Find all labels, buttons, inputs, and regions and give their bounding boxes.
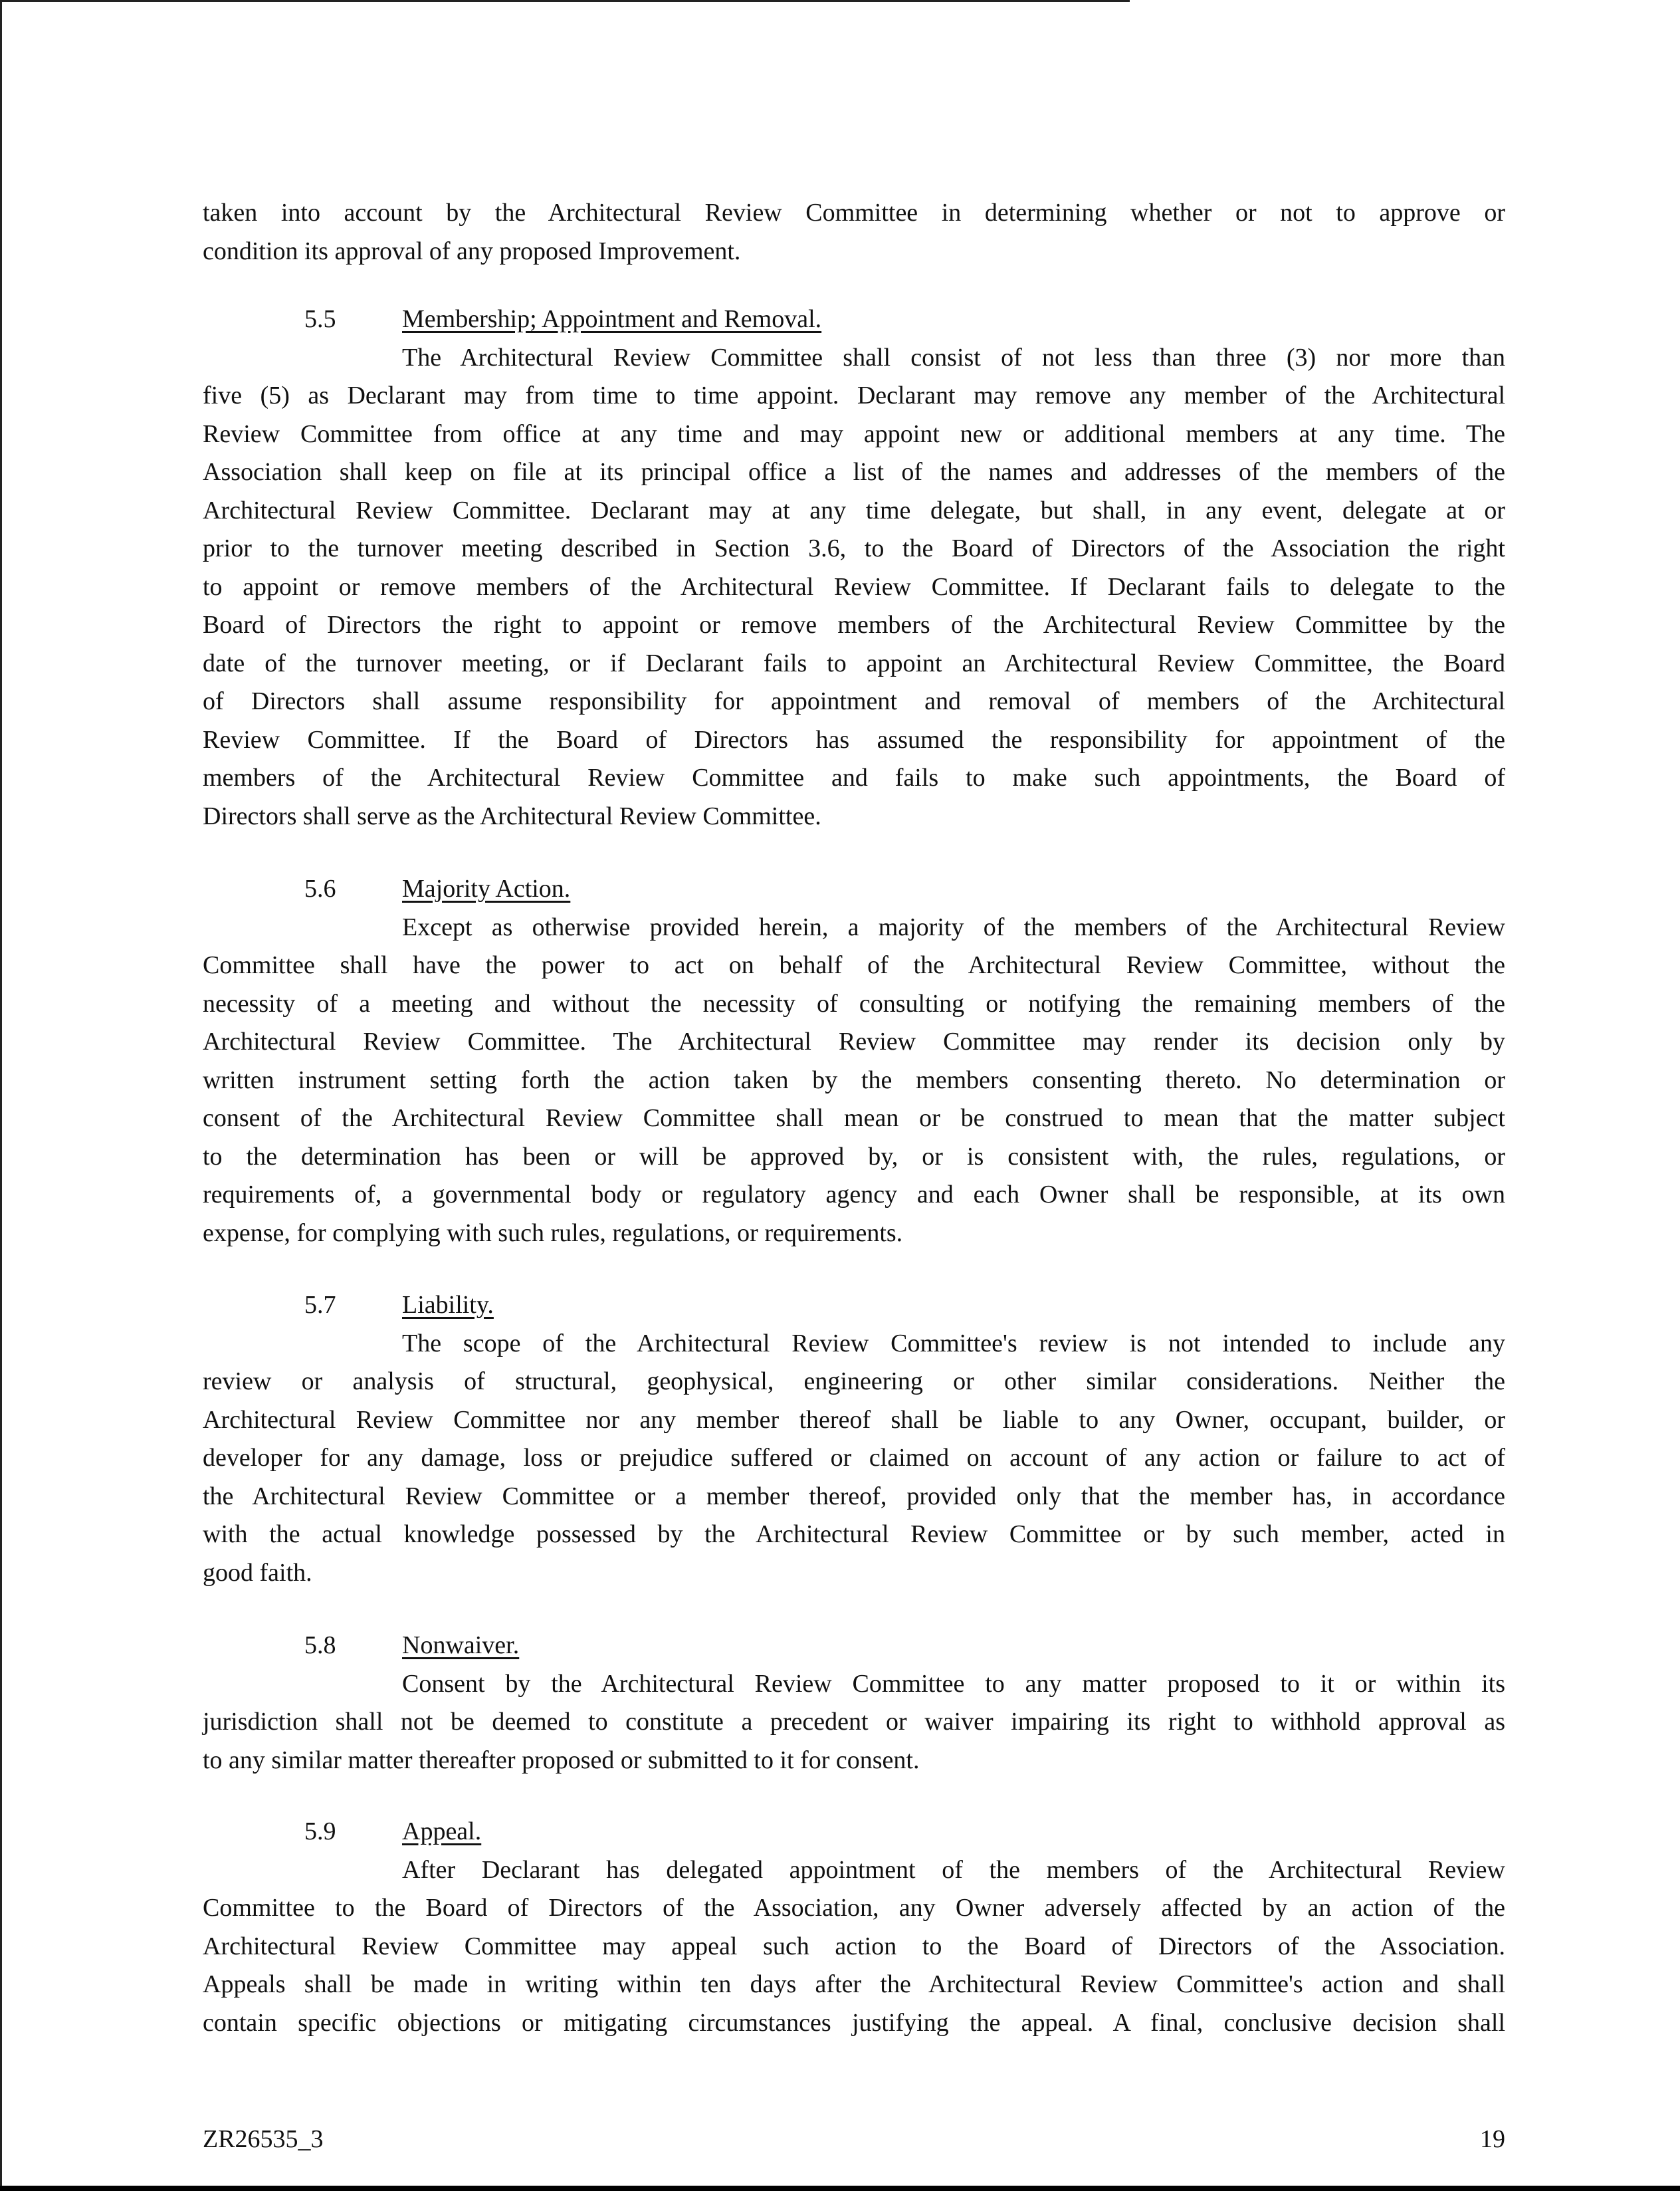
text-line: Architectural Review Committee nor any member thereof shall be liable to any Owner, occupant, builder, or	[203, 1405, 1505, 1434]
scan-bottom-edge	[0, 2186, 1680, 2191]
section-number: 5.9	[304, 1817, 336, 1845]
text-line: five (5) as Declarant may from time to time appoint. Declarant may remove any member of the Architectural	[203, 382, 1505, 409]
text-line: Committee to the Board of Directors of the Association, any Owner adversely affected by an action of the	[203, 1894, 1505, 1922]
text-line: requirements of, a governmental body or regulatory agency and each Owner shall be responsible, at its own	[203, 1181, 1505, 1209]
text-line: Architectural Review Committee. The Architectural Review Committee may render its decision only by	[203, 1028, 1505, 1056]
text-line: developer for any damage, loss or prejudice suffered or claimed on account of any action or failure to act of	[203, 1444, 1505, 1472]
text-line: to any similar matter thereafter proposed or submitted to it for consent.	[203, 1746, 920, 1774]
intro-paragraph	[203, 194, 1505, 271]
text-line: prior to the turnover meeting described in Section 3.6, to the Board of Directors of the Association the right	[203, 534, 1505, 562]
text-line: After Declarant has delegated appointment of the members of the Architectural Review	[402, 1855, 1505, 1884]
text-line: Except as otherwise provided herein, a majority of the members of the Architectural Review	[402, 913, 1505, 941]
text-line: expense, for complying with such rules, regulations, or requirements.	[203, 1218, 903, 1247]
page-number: 19	[1480, 2125, 1505, 2153]
text-line: Committee shall have the power to act on behalf of the Architectural Review Committee, without the	[203, 951, 1505, 979]
text-line: review or analysis of structural, geophysical, engineering or other similar considerations. Neither the	[203, 1367, 1505, 1395]
text-line: written instrument setting forth the action taken by the members consenting thereto. No determination or	[203, 1066, 1505, 1094]
document-id: ZR26535_3	[203, 2125, 324, 2153]
text-line: Review Committee from office at any time and may appoint new or additional members at any time. The	[203, 419, 1505, 448]
text-line: taken into account by the Architectural Review Committee in determining whether or not to approve or	[203, 199, 1505, 227]
text-line: good faith.	[203, 1558, 312, 1587]
section-5-7	[203, 1286, 1505, 1592]
text-line: date of the turnover meeting, or if Declarant fails to appoint an Architectural Review Committee, the Board	[203, 649, 1505, 677]
text-line: the Architectural Review Committee or a member thereof, provided only that the member has, in accordance	[203, 1482, 1505, 1510]
section-title: Majority Action.	[402, 875, 571, 903]
text-line: The scope of the Architectural Review Committee's review is not intended to include any	[402, 1329, 1505, 1357]
text-line: Architectural Review Committee may appeal such action to the Board of Directors of the Association.	[203, 1932, 1505, 1960]
section-title: Appeal.	[402, 1817, 482, 1845]
scan-left-edge	[0, 0, 2, 2191]
section-5-9	[203, 1813, 1505, 2042]
text-line: Board of Directors the right to appoint or remove members of the Architectural Review Committee by the	[203, 611, 1505, 639]
text-line: necessity of a meeting and without the necessity of consulting or notifying the remaining members of the	[203, 989, 1505, 1018]
text-line: condition its approval of any proposed Improvement.	[203, 237, 741, 265]
text-line: with the actual knowledge possessed by the Architectural Review Committee or by such member, acted in	[203, 1520, 1505, 1548]
section-5-5	[203, 300, 1505, 836]
section-title: Membership; Appointment and Removal.	[402, 305, 822, 333]
text-line: to the determination has been or will be approved by, or is consistent with, the rules, regulations, or	[203, 1142, 1505, 1171]
text-line: to appoint or remove members of the Architectural Review Committee. If Declarant fails to delegate to the	[203, 572, 1505, 601]
section-heading	[203, 1627, 1505, 1665]
text-line: Review Committee. If the Board of Directors has assumed the responsibility for appointment of the	[203, 725, 1505, 754]
section-heading	[203, 1813, 1505, 1851]
text-line: members of the Architectural Review Committee and fails to make such appointments, the Board of	[203, 764, 1505, 792]
text-line: Architectural Review Committee. Declarant may at any time delegate, but shall, in any event, delegate at or	[203, 496, 1505, 524]
text-line: Directors shall serve as the Architectural Review Committee.	[203, 802, 821, 830]
text-line: Association shall keep on file at its principal office a list of the names and addresses of the members of the	[203, 458, 1505, 486]
section-heading	[203, 300, 1505, 339]
text-line: consent of the Architectural Review Committee shall mean or be construed to mean that the matter subject	[203, 1104, 1505, 1132]
text-line: of Directors shall assume responsibility for appointment and removal of members of the Architectural	[203, 687, 1505, 715]
page-footer	[203, 2121, 1505, 2158]
section-5-6	[203, 870, 1505, 1252]
section-5-8	[203, 1627, 1505, 1780]
text-line: The Architectural Review Committee shall consist of not less than three (3) nor more than	[402, 343, 1505, 372]
text-line: Consent by the Architectural Review Committee to any matter proposed to it or within its	[402, 1669, 1505, 1698]
text-line: contain specific objections or mitigating circumstances justifying the appeal. A final, conclusive decision shall	[203, 2008, 1505, 2037]
section-title: Liability.	[402, 1291, 494, 1319]
section-number: 5.8	[304, 1631, 336, 1659]
section-number: 5.7	[304, 1291, 336, 1319]
text-line: jurisdiction shall not be deemed to constitute a precedent or waiver impairing its right to withhold approval as	[203, 1708, 1505, 1736]
text-line: Appeals shall be made in writing within ten days after the Architectural Review Committee's action and shall	[203, 1970, 1505, 1998]
section-title: Nonwaiver.	[402, 1631, 520, 1659]
section-number: 5.5	[304, 305, 336, 333]
scan-top-edge	[0, 0, 1130, 2]
section-heading	[203, 870, 1505, 909]
section-heading	[203, 1286, 1505, 1325]
section-number: 5.6	[304, 875, 336, 903]
